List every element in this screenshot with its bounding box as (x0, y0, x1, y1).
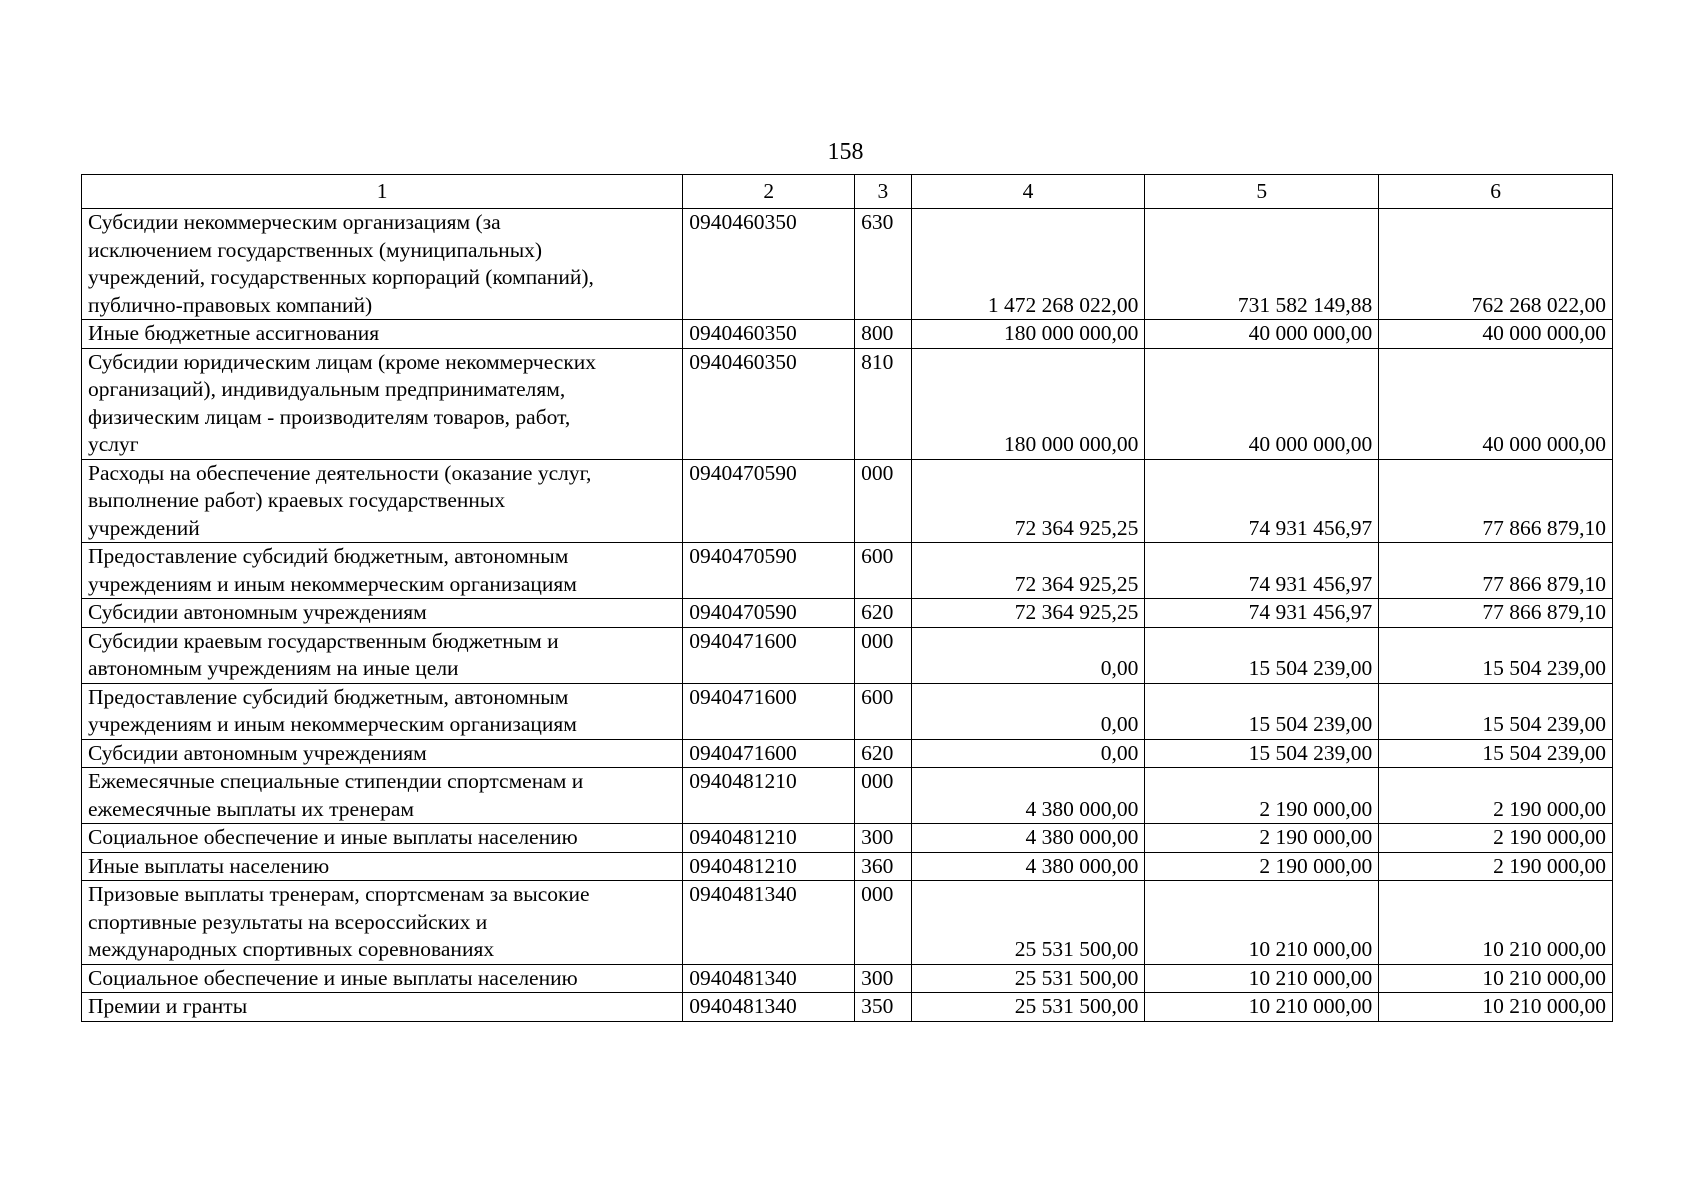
table-row (82, 768, 1613, 824)
expense-name: Субсидии юридическим лицам (кроме некоммерческих организаций), индивидуальным предпринимателям, физическим лицам - производителям товаров, работ, услуг (82, 348, 683, 459)
expense-kind: 000 (855, 627, 912, 683)
amount-col-4: 0,00 (911, 627, 1145, 683)
table-row (82, 824, 1613, 853)
expense-name: Расходы на обеспечение деятельности (оказание услуг, выполнение работ) краевых государственных учреждений (82, 459, 683, 543)
amount-col-6: 10 210 000,00 (1379, 881, 1613, 965)
amount-col-4: 72 364 925,25 (911, 543, 1145, 599)
expense-name: Субсидии автономным учреждениям (82, 599, 683, 628)
amount-col-6: 2 190 000,00 (1379, 824, 1613, 853)
amount-col-4: 72 364 925,25 (911, 599, 1145, 628)
amount-col-4: 0,00 (911, 683, 1145, 739)
expense-name: Предоставление субсидий бюджетным, автономным учреждениям и иным некоммерческим организациям (82, 543, 683, 599)
table-row (82, 209, 1613, 320)
amount-col-4: 1 472 268 022,00 (911, 209, 1145, 320)
expense-kind: 600 (855, 543, 912, 599)
amount-col-5: 74 931 456,97 (1145, 459, 1379, 543)
amount-col-6: 40 000 000,00 (1379, 348, 1613, 459)
expense-kind: 630 (855, 209, 912, 320)
target-code: 0940481210 (683, 824, 855, 853)
table-row (82, 459, 1613, 543)
amount-col-6: 762 268 022,00 (1379, 209, 1613, 320)
header-cell-3: 3 (855, 175, 912, 209)
expense-name: Иные выплаты населению (82, 852, 683, 881)
table-row (82, 683, 1613, 739)
amount-col-5: 40 000 000,00 (1145, 320, 1379, 349)
expense-kind: 300 (855, 824, 912, 853)
expense-name: Ежемесячные специальные стипендии спортсменам и ежемесячные выплаты их тренерам (82, 768, 683, 824)
expense-name: Субсидии автономным учреждениям (82, 739, 683, 768)
amount-col-4: 25 531 500,00 (911, 964, 1145, 993)
table-row (82, 739, 1613, 768)
page-number (0, 138, 1691, 166)
amount-col-6: 15 504 239,00 (1379, 683, 1613, 739)
amount-col-5: 10 210 000,00 (1145, 964, 1379, 993)
expense-kind: 000 (855, 768, 912, 824)
amount-col-4: 4 380 000,00 (911, 852, 1145, 881)
expense-name: Призовые выплаты тренерам, спортсменам за высокие спортивные результаты на всероссийских и международных спортивных соревнованиях (82, 881, 683, 965)
expense-kind: 620 (855, 599, 912, 628)
table-row (82, 543, 1613, 599)
table-row (82, 881, 1613, 965)
expense-kind: 620 (855, 739, 912, 768)
amount-col-5: 15 504 239,00 (1145, 683, 1379, 739)
amount-col-6: 2 190 000,00 (1379, 852, 1613, 881)
expense-kind: 360 (855, 852, 912, 881)
amount-col-5: 74 931 456,97 (1145, 543, 1379, 599)
amount-col-6: 10 210 000,00 (1379, 964, 1613, 993)
target-code: 0940460350 (683, 209, 855, 320)
target-code: 0940481210 (683, 768, 855, 824)
header-cell-2: 2 (683, 175, 855, 209)
amount-col-5: 15 504 239,00 (1145, 627, 1379, 683)
target-code: 0940460350 (683, 348, 855, 459)
header-cell-6: 6 (1379, 175, 1613, 209)
header-cell-1: 1 (82, 175, 683, 209)
expense-kind: 600 (855, 683, 912, 739)
table-row (82, 993, 1613, 1022)
expense-kind: 350 (855, 993, 912, 1022)
table-row (82, 599, 1613, 628)
expense-kind: 000 (855, 459, 912, 543)
expense-name: Иные бюджетные ассигнования (82, 320, 683, 349)
expense-kind: 000 (855, 881, 912, 965)
target-code: 0940481340 (683, 993, 855, 1022)
amount-col-5: 2 190 000,00 (1145, 768, 1379, 824)
table-row (82, 852, 1613, 881)
expense-name: Предоставление субсидий бюджетным, автономным учреждениям и иным некоммерческим организациям (82, 683, 683, 739)
amount-col-4: 25 531 500,00 (911, 993, 1145, 1022)
amount-col-5: 15 504 239,00 (1145, 739, 1379, 768)
expense-name: Социальное обеспечение и иные выплаты населению (82, 824, 683, 853)
target-code: 0940481210 (683, 852, 855, 881)
expense-name: Субсидии краевым государственным бюджетным и автономным учреждениям на иные цели (82, 627, 683, 683)
table-row (82, 320, 1613, 349)
table-row (82, 627, 1613, 683)
amount-col-6: 15 504 239,00 (1379, 739, 1613, 768)
target-code: 0940460350 (683, 320, 855, 349)
target-code: 0940481340 (683, 964, 855, 993)
amount-col-4: 180 000 000,00 (911, 348, 1145, 459)
target-code: 0940470590 (683, 599, 855, 628)
header-row (82, 175, 1613, 209)
amount-col-6: 2 190 000,00 (1379, 768, 1613, 824)
target-code: 0940471600 (683, 739, 855, 768)
amount-col-4: 180 000 000,00 (911, 320, 1145, 349)
budget-table (81, 174, 1613, 1022)
amount-col-5: 74 931 456,97 (1145, 599, 1379, 628)
amount-col-5: 2 190 000,00 (1145, 824, 1379, 853)
expense-kind: 810 (855, 348, 912, 459)
amount-col-4: 4 380 000,00 (911, 824, 1145, 853)
table-row (82, 964, 1613, 993)
amount-col-6: 77 866 879,10 (1379, 599, 1613, 628)
amount-col-6: 77 866 879,10 (1379, 459, 1613, 543)
amount-col-5: 2 190 000,00 (1145, 852, 1379, 881)
page-number-text: 158 (827, 139, 864, 165)
target-code: 0940471600 (683, 683, 855, 739)
amount-col-6: 15 504 239,00 (1379, 627, 1613, 683)
header-cell-5: 5 (1145, 175, 1379, 209)
amount-col-4: 4 380 000,00 (911, 768, 1145, 824)
table-row (82, 348, 1613, 459)
expense-kind: 300 (855, 964, 912, 993)
amount-col-5: 731 582 149,88 (1145, 209, 1379, 320)
amount-col-6: 10 210 000,00 (1379, 993, 1613, 1022)
target-code: 0940471600 (683, 627, 855, 683)
target-code: 0940470590 (683, 459, 855, 543)
amount-col-5: 40 000 000,00 (1145, 348, 1379, 459)
expense-kind: 800 (855, 320, 912, 349)
expense-name: Социальное обеспечение и иные выплаты населению (82, 964, 683, 993)
target-code: 0940470590 (683, 543, 855, 599)
amount-col-4: 72 364 925,25 (911, 459, 1145, 543)
amount-col-4: 0,00 (911, 739, 1145, 768)
target-code: 0940481340 (683, 881, 855, 965)
header-cell-4: 4 (911, 175, 1145, 209)
amount-col-4: 25 531 500,00 (911, 881, 1145, 965)
expense-name: Премии и гранты (82, 993, 683, 1022)
amount-col-6: 77 866 879,10 (1379, 543, 1613, 599)
amount-col-6: 40 000 000,00 (1379, 320, 1613, 349)
amount-col-5: 10 210 000,00 (1145, 881, 1379, 965)
expense-name: Субсидии некоммерческим организациям (за исключением государственных (муниципальных) учреждений, государственных корпораций (компаний), публично-правовых компаний) (82, 209, 683, 320)
amount-col-5: 10 210 000,00 (1145, 993, 1379, 1022)
